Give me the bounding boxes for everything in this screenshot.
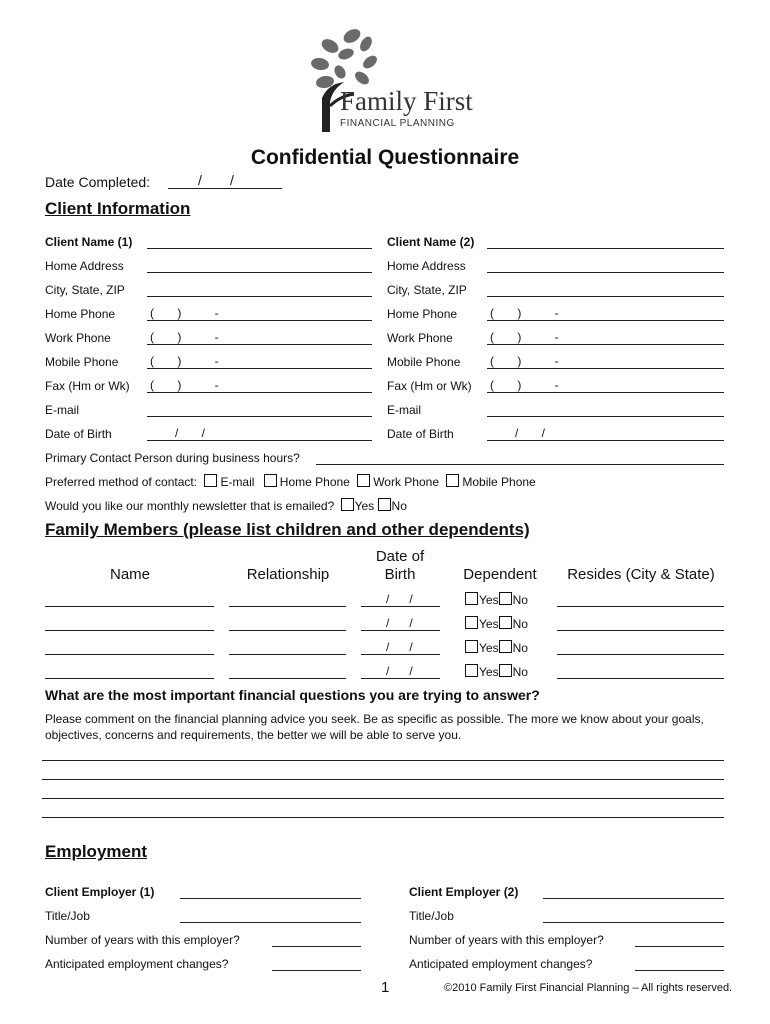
family-name-field[interactable] (45, 654, 214, 655)
employment-changes-2-field[interactable] (635, 970, 724, 971)
dependent-no-checkbox[interactable] (499, 616, 512, 629)
city-state-zip-2-label: City, State, ZIP (387, 283, 467, 297)
logo-tagline: FINANCIAL PLANNING (340, 118, 455, 129)
family-dob-field[interactable] (361, 630, 440, 631)
date-slash: / (230, 172, 234, 188)
home-phone-1-format: ( ) - (150, 306, 219, 320)
newsletter-label: Would you like our monthly newsletter that is emailed? (45, 499, 335, 513)
dependent-no-option[interactable]: No (499, 593, 528, 607)
logo (300, 24, 473, 136)
family-name-field[interactable] (45, 678, 214, 679)
home-address-2-label: Home Address (387, 259, 466, 273)
mobile-phone-1-label: Mobile Phone (45, 355, 119, 369)
home-address-1-field[interactable] (147, 272, 372, 273)
col-dob-header-2: Birth (384, 566, 416, 583)
family-relationship-field[interactable] (229, 678, 346, 679)
e-mail-1-label: E-mail (45, 403, 80, 417)
date-of-birth-2-format: / / (515, 426, 546, 440)
contact-mobile-phone-option[interactable]: Mobile Phone (446, 475, 535, 489)
mobile-phone-2-field[interactable] (487, 368, 724, 369)
home-phone-checkbox[interactable] (264, 474, 277, 487)
dependent-yes-option[interactable]: Yes (465, 641, 499, 655)
e-mail-2-label: E-mail (387, 403, 422, 417)
fax-hm-or-wk-1-format: ( ) - (150, 378, 219, 392)
family-dependent-options (465, 592, 528, 607)
dependent-no-checkbox[interactable] (499, 664, 512, 677)
dependent-yes-checkbox[interactable] (465, 592, 478, 605)
dependent-yes-option[interactable]: Yes (465, 593, 499, 607)
title-job-2-field[interactable] (543, 922, 724, 923)
client-name-2-field[interactable] (487, 248, 724, 249)
home-address-1-label: Home Address (45, 259, 124, 273)
questions-heading: What are the most important financial questions you are trying to answer? (45, 687, 540, 703)
contact-email-option[interactable]: E-mail (204, 475, 254, 489)
col-resides-header: Resides (City & State) (567, 566, 715, 583)
family-members-heading: Family Members (please list children and other dependents) (45, 520, 530, 539)
years-employer-2-label: Number of years with this employer? (409, 933, 604, 947)
client-employer-2-label: Client Employer (2) (409, 885, 519, 899)
work-phone-2-label: Work Phone (387, 331, 453, 345)
dependent-yes-checkbox[interactable] (465, 640, 478, 653)
answer-line[interactable] (42, 798, 724, 799)
client-employer-1-field[interactable] (180, 898, 361, 899)
family-dob-format: / / (386, 592, 413, 606)
family-dob-field[interactable] (361, 606, 440, 607)
work-phone-checkbox[interactable] (357, 474, 370, 487)
family-name-field[interactable] (45, 630, 214, 631)
newsletter-yes-checkbox[interactable] (341, 498, 354, 511)
questions-instructions: Please comment on the financial planning advice you seek. Be as specific as possible. The more we know about your goals, objectives, concerns and requirements, the better we will be able to serve you. (45, 712, 704, 742)
city-state-zip-2-field[interactable] (487, 296, 724, 297)
col-dob-header-1: Date of (375, 548, 425, 565)
contact-work-phone-option[interactable]: Work Phone (357, 475, 439, 489)
dependent-no-option[interactable]: No (499, 617, 528, 631)
dependent-yes-option[interactable]: Yes (465, 665, 499, 679)
page-number: 1 (381, 979, 390, 996)
fax-hm-or-wk-2-label: Fax (Hm or Wk) (387, 379, 472, 393)
client-name-2-label: Client Name (2) (387, 235, 475, 249)
newsletter-yes-option[interactable]: Yes (341, 499, 375, 513)
title-job-1-field[interactable] (180, 922, 361, 923)
preferred-contact-label: Preferred method of contact: (45, 475, 198, 489)
email-checkbox[interactable] (204, 474, 217, 487)
family-dob-field[interactable] (361, 678, 440, 679)
client-information-heading: Client Information (45, 199, 191, 218)
work-phone-2-field[interactable] (487, 344, 724, 345)
home-phone-2-field[interactable] (487, 320, 724, 321)
page-title: Confidential Questionnaire (250, 146, 520, 169)
client-employer-2-field[interactable] (543, 898, 724, 899)
date-completed-label: Date Completed: (45, 174, 151, 190)
col-relationship-header: Relationship (246, 566, 330, 583)
family-dob-field[interactable] (361, 654, 440, 655)
primary-contact-label: Primary Contact Person during business hours? (45, 451, 300, 465)
newsletter-no-option[interactable]: No (378, 499, 407, 513)
fax-hm-or-wk-1-label: Fax (Hm or Wk) (45, 379, 130, 393)
date-of-birth-1-label: Date of Birth (45, 427, 112, 441)
family-resides-field[interactable] (557, 678, 724, 679)
contact-home-phone-option[interactable]: Home Phone (264, 475, 350, 489)
family-dob-format: / / (386, 640, 413, 654)
client-name-1-label: Client Name (1) (45, 235, 133, 249)
years-employer-1-field[interactable] (272, 946, 361, 947)
answer-line[interactable] (42, 779, 724, 780)
family-resides-field[interactable] (557, 630, 724, 631)
title-job-2-label: Title/Job (409, 909, 454, 923)
city-state-zip-1-field[interactable] (147, 296, 372, 297)
fax-hm-or-wk-1-field[interactable] (147, 392, 372, 393)
dependent-no-option[interactable]: No (499, 641, 528, 655)
col-dependent-header: Dependent (463, 566, 537, 583)
mobile-phone-1-format: ( ) - (150, 354, 219, 368)
work-phone-1-label: Work Phone (45, 331, 111, 345)
employment-heading: Employment (45, 842, 148, 861)
date-of-birth-1-format: / / (175, 426, 206, 440)
family-relationship-field[interactable] (229, 654, 346, 655)
family-dependent-options (465, 640, 528, 655)
copyright: ©2010 Family First Financial Planning – All rights reserved. (444, 982, 733, 994)
newsletter (45, 498, 407, 513)
fax-hm-or-wk-2-format: ( ) - (490, 378, 559, 392)
mobile-phone-2-format: ( ) - (490, 354, 559, 368)
answer-line[interactable] (42, 760, 724, 761)
date-slash: / (198, 172, 202, 188)
dependent-yes-checkbox[interactable] (465, 616, 478, 629)
date-of-birth-1-field[interactable] (147, 440, 372, 441)
client-name-1-field[interactable] (147, 248, 372, 249)
dependent-no-checkbox[interactable] (499, 640, 512, 653)
date-of-birth-2-field[interactable] (487, 440, 724, 441)
dependent-yes-option[interactable]: Yes (465, 617, 499, 631)
employment-changes-1-label: Anticipated employment changes? (45, 957, 229, 971)
mobile-phone-1-field[interactable] (147, 368, 372, 369)
preferred-contact (45, 474, 536, 489)
city-state-zip-1-label: City, State, ZIP (45, 283, 125, 297)
family-resides-field[interactable] (557, 606, 724, 607)
dependent-yes-checkbox[interactable] (465, 664, 478, 677)
home-phone-2-label: Home Phone (387, 307, 458, 321)
work-phone-1-format: ( ) - (150, 330, 219, 344)
answer-line[interactable] (42, 817, 724, 818)
family-relationship-field[interactable] (229, 606, 346, 607)
primary-contact-field[interactable] (316, 464, 724, 465)
employment-changes-2-label: Anticipated employment changes? (409, 957, 593, 971)
employment-changes-1-field[interactable] (272, 970, 361, 971)
client-employer-1-label: Client Employer (1) (45, 885, 155, 899)
work-phone-1-field[interactable] (147, 344, 372, 345)
family-resides-field[interactable] (557, 654, 724, 655)
years-employer-2-field[interactable] (635, 946, 724, 947)
family-relationship-field[interactable] (229, 630, 346, 631)
family-dependent-options (465, 664, 528, 679)
home-phone-1-field[interactable] (147, 320, 372, 321)
title-job-1-label: Title/Job (45, 909, 90, 923)
mobile-phone-2-label: Mobile Phone (387, 355, 461, 369)
family-dependent-options (465, 616, 528, 631)
family-dob-format: / / (386, 664, 413, 678)
fax-hm-or-wk-2-field[interactable] (487, 392, 724, 393)
dependent-no-option[interactable]: No (499, 665, 528, 679)
col-name-header: Name (109, 566, 150, 583)
e-mail-2-field[interactable] (487, 416, 724, 417)
date-completed-field[interactable] (168, 188, 282, 189)
home-phone-1-label: Home Phone (45, 307, 116, 321)
logo-name: Family First (340, 86, 473, 116)
e-mail-1-field[interactable] (147, 416, 372, 417)
date-of-birth-2-label: Date of Birth (387, 427, 454, 441)
years-employer-1-label: Number of years with this employer? (45, 933, 240, 947)
newsletter-no-checkbox[interactable] (378, 498, 391, 511)
dependent-no-checkbox[interactable] (499, 592, 512, 605)
family-dob-format: / / (386, 616, 413, 630)
home-address-2-field[interactable] (487, 272, 724, 273)
mobile-phone-checkbox[interactable] (446, 474, 459, 487)
work-phone-2-format: ( ) - (490, 330, 559, 344)
home-phone-2-format: ( ) - (490, 306, 559, 320)
family-name-field[interactable] (45, 606, 214, 607)
